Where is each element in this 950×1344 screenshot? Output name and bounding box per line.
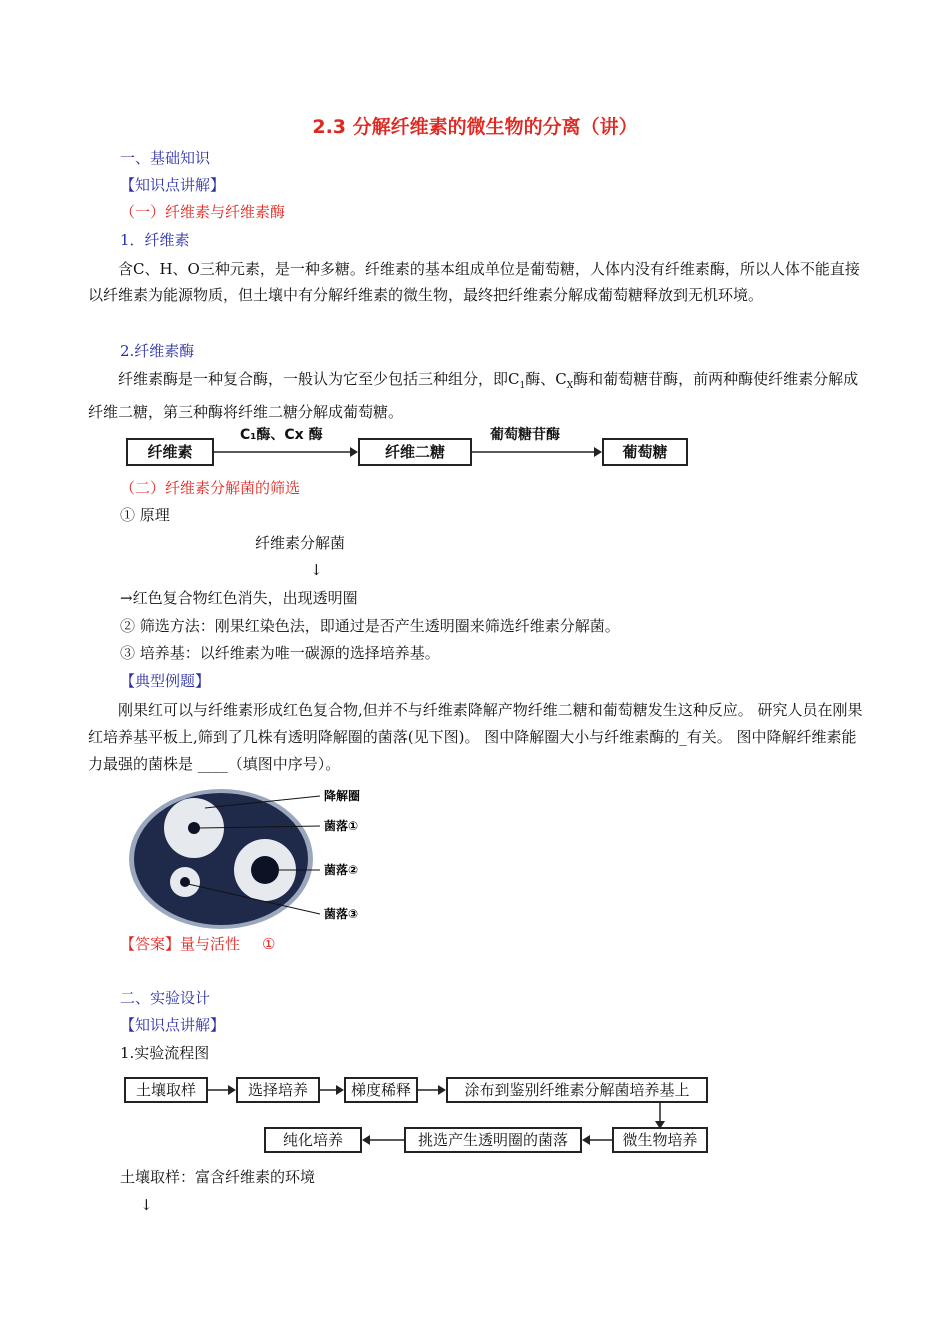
flow-box-purification-culture: 纯化培养	[264, 1127, 362, 1153]
subsection-screening: （二）纤维素分解菌的筛选	[120, 479, 301, 497]
colony-3	[180, 877, 190, 887]
flow-box-spread-plate: 涂布到鉴别纤维素分解菌培养基上	[446, 1077, 708, 1103]
arrow-right-icon	[418, 1080, 446, 1100]
flow-label-c1-cx-enzyme: C₁酶、Cx 酶	[240, 427, 323, 443]
principle-heading: ① 原理	[120, 506, 170, 524]
paragraph-cellulase: 纤维素酶是一种复合酶，一般认为它至少包括三种组分，即$C_1$酶、$C_X$酶和葡萄糖苷酶，前两种酶使纤维素分解成纤维二糖，第三种酶将纤维二糖分解成葡萄糖。	[88, 370, 859, 421]
heading-cellulose: 1．纤维素	[120, 231, 190, 249]
answer-line: 【答案】量与活性 ①	[120, 935, 276, 953]
flow-label-glucosidase: 葡萄糖苷酶	[490, 427, 560, 443]
example-paragraph: 刚果红可以与纤维素形成红色复合物,但并不与纤维素降解产物纤维二糖和葡萄糖发生这种反应。 研究人员在刚果红培养基平板上,筛到了几株有透明降解圈的菌落(见下图)。 图中降解圈大小与纤维素酶的_有关。 图中降解纤维素能力最强的菌株是 ____（填图中序号）。	[88, 701, 863, 773]
label-colony-2: 菌落②	[324, 863, 359, 877]
arrow-right-icon	[208, 1080, 236, 1100]
label-degradation-zone: 降解圈	[324, 789, 361, 803]
arrow-down-icon	[650, 1103, 670, 1129]
flow-box-glucose: 葡萄糖	[602, 438, 688, 466]
section-heading-basics: 一、基础知识	[120, 149, 211, 167]
petri-dish-figure	[128, 784, 388, 934]
label-colony-1: 菌落①	[324, 819, 359, 833]
page-title: 2.3 分解纤维素的微生物的分离（讲）	[312, 116, 638, 138]
principle-result: →红色复合物红色消失，出现透明圈	[120, 589, 358, 607]
colony-2	[251, 856, 279, 884]
soil-sampling-note: 土壤取样：富含纤维素的环境	[120, 1168, 316, 1186]
flow-box-microbe-culture: 微生物培养	[612, 1127, 708, 1153]
flow-box-soil-sampling: 土壤取样	[124, 1077, 208, 1103]
arrow-right-icon	[320, 1080, 344, 1100]
arrow-left-icon	[582, 1130, 612, 1150]
knowledge-point-heading-2: 【知识点讲解】	[120, 1016, 226, 1034]
label-cellulose-decomposer: 纤维素分解菌	[255, 534, 346, 552]
down-arrow-icon: ↓	[310, 561, 323, 579]
screening-method: ② 筛选方法：刚果红染色法，即通过是否产生透明圈来筛选纤维素分解菌。	[120, 617, 620, 635]
flow-box-gradient-dilution: 梯度稀释	[344, 1077, 418, 1103]
heading-cellulase: 2.纤维素酶	[120, 342, 195, 360]
subsection-cellulose-enzyme: （一）纤维素与纤维素酶	[120, 203, 286, 221]
section-heading-experiment: 二、实验设计	[120, 989, 211, 1007]
heading-flowchart: 1.实验流程图	[120, 1044, 210, 1062]
arrow-left-icon	[362, 1130, 404, 1150]
arrow-right-icon	[472, 442, 602, 462]
flow-box-cellobiose: 纤维二糖	[358, 438, 472, 466]
example-heading: 【典型例题】	[120, 672, 211, 690]
arrow-right-icon	[214, 442, 358, 462]
label-colony-3: 菌落③	[324, 907, 359, 921]
knowledge-point-heading: 【知识点讲解】	[120, 176, 226, 194]
culture-medium: ③ 培养基：以纤维素为唯一碳源的选择培养基。	[120, 644, 440, 662]
flow-box-selective-culture: 选择培养	[236, 1077, 320, 1103]
flow-box-select-colonies: 挑选产生透明圈的菌落	[404, 1127, 582, 1153]
down-arrow-icon: ↓	[140, 1196, 153, 1214]
paragraph-cellulose: 含C、H、O三种元素，是一种多糖。纤维素的基本组成单位是葡萄糖，人体内没有纤维素酶，所以人体不能直接以纤维素为能源物质，但土壤中有分解纤维素的微生物，最终把纤维素分解成葡萄糖释放到无机环境。	[88, 260, 860, 304]
flow-box-cellulose: 纤维素	[126, 438, 214, 466]
